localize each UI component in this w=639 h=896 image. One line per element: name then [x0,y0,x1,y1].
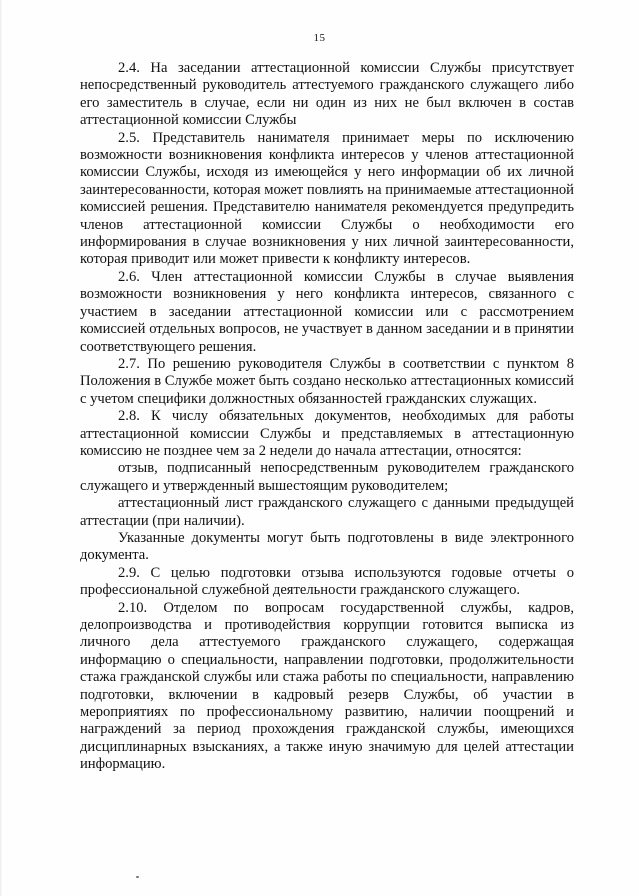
paragraph-2-9: 2.9. С целью подготовки отзыва используются годовые отчеты о профессиональной служебной деятельности гражданского служащего. [80,564,574,599]
paragraph-2-8: 2.8. К числу обязательных документов, необходимых для работы аттестационной комиссии Службы и представляемых в аттестационную комиссию не позднее чем за 2 недели до начала аттестации, относятся: [80,408,574,459]
paragraph-2-8-item-attestation-sheet: аттестационный лист гражданского служащего с данными предыдущей аттестации (при наличии). [80,495,574,529]
paragraph-2-8-item-review: отзыв, подписанный непосредственным руководителем гражданского служащего и утвержденный вышестоящим руководителем; [80,460,574,494]
paragraph-2-7: 2.7. По решению руководителя Службы в соответствии с пунктом 8 Положения в Службе может быть создано несколько аттестационных комиссий с учетом специфики должностных обязанностей гражданских служащих. [80,355,574,407]
paragraph-2-4: 2.4. На заседании аттестационной комиссии Службы присутствует непосредственный руководитель аттестуемого гражданского служащего либо его заместитель в случае, если ни один из них не был включен в состав аттестационной комиссии Службы [80,60,574,129]
paragraph-2-10: 2.10. Отделом по вопросам государственной службы, кадров, делопроизводства и противодействия коррупции готовится выписка из личного дела аттестуемого гражданского служащего, содержащая информацию о специальности, направлении подготовки, продолжительности стажа гражданской службы или стажа работы по специальности, направлению подготовки, включении в кадровый резерв Службы, об участии в мероприятиях по профессиональному развитию, наличии поощрений и награждений за период прохождения гражданской службы, имеющихся дисциплинарных взысканиях, а также иную значимую для целей аттестации информацию. [80,599,574,773]
paragraph-2-5: 2.5. Представитель нанимателя принимает меры по исключению возможности возникновения конфликта интересов у членов аттестационной комиссии Службы, исходя из имеющейся у него информации об их личной заинтересованности, которая может повлиять на принимаемые аттестационной комиссией решения. Представителю нанимателя рекомендуется предупредить членов аттестационной комиссии Службы о необходимости его информирования в случае возникновения у них личной заинтересованности, которая приводит или может привести к конфликту интересов. [80,129,574,268]
scan-shadow-edge [0,0,2,896]
page-number: 15 [313,32,326,44]
scan-speck [136,876,139,878]
paragraph-2-8-electronic-note: Указанные документы могут быть подготовлены в виде электронного документа. [80,529,574,564]
document-body [80,60,574,774]
paragraph-2-6: 2.6. Член аттестационной комиссии Службы в случае выявления возможности возникновения у него конфликта интересов, связанного с участием в заседании аттестационной комиссии или с рассмотрением комиссией отдельных вопросов, не участвует в данном заседании и в принятии соответствующего решения. [80,268,574,355]
